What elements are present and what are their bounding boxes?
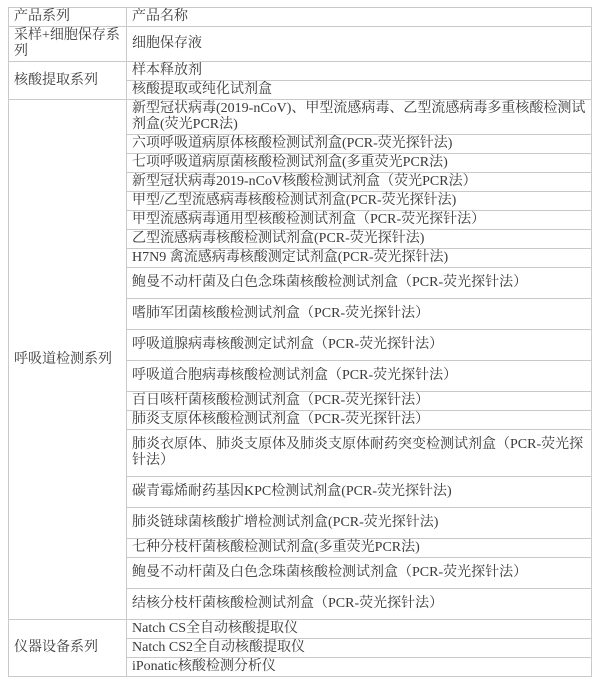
- series-cell: 仪器设备系列: [9, 620, 127, 677]
- product-cell: 七种分枝杆菌核酸检测试剂盒(多重荧光PCR法): [127, 539, 592, 558]
- product-cell: 核酸提取或纯化试剂盒: [127, 81, 592, 100]
- product-cell: 样本释放剂: [127, 62, 592, 81]
- product-cell: Natch CS全自动核酸提取仪: [127, 620, 592, 639]
- product-cell: 肺炎支原体核酸检测试剂盒（PCR-荧光探针法）: [127, 411, 592, 430]
- product-cell: 肺炎衣原体、肺炎支原体及肺炎支原体耐药突变检测试剂盒（PCR-荧光探针法）: [127, 430, 592, 477]
- product-cell: 百日咳杆菌核酸检测试剂盒（PCR-荧光探针法）: [127, 392, 592, 411]
- product-cell: 结核分枝杆菌核酸检测试剂盒（PCR-荧光探针法）: [127, 589, 592, 620]
- product-cell: 甲型流感病毒通用型核酸检测试剂盒（PCR-荧光探针法）: [127, 211, 592, 230]
- product-cell: 新型冠状病毒(2019-nCoV)、甲型流感病毒、乙型流感病毒多重核酸检测试剂盒(荧光PCR法): [127, 100, 592, 135]
- series-cell: 呼吸道检测系列: [9, 100, 127, 620]
- col-header-series: 产品系列: [9, 8, 127, 27]
- product-cell: 六项呼吸道病原体核酸检测试剂盒(PCR-荧光探针法): [127, 135, 592, 154]
- product-cell: 乙型流感病毒核酸检测试剂盒(PCR-荧光探针法): [127, 230, 592, 249]
- series-cell: 核酸提取系列: [9, 62, 127, 100]
- product-cell: 鲍曼不动杆菌及白色念珠菌核酸检测试剂盒（PCR-荧光探针法）: [127, 558, 592, 589]
- product-cell: iPonatic核酸检测分析仪: [127, 658, 592, 677]
- table-row: [9, 620, 592, 639]
- product-cell: 嗜肺军团菌核酸检测试剂盒（PCR-荧光探针法）: [127, 299, 592, 330]
- product-cell: 七项呼吸道病原菌核酸检测试剂盒(多重荧光PCR法): [127, 154, 592, 173]
- table-row: [9, 100, 592, 135]
- product-table-body: [9, 27, 592, 677]
- series-cell: 采样+细胞保存系列: [9, 27, 127, 62]
- product-table: [8, 7, 592, 677]
- product-cell: 呼吸道腺病毒核酸测定试剂盒（PCR-荧光探针法）: [127, 330, 592, 361]
- product-cell: 甲型/乙型流感病毒核酸检测试剂盒(PCR-荧光探针法): [127, 192, 592, 211]
- product-cell: 碳青霉烯耐药基因KPC检测试剂盒(PCR-荧光探针法): [127, 477, 592, 508]
- product-cell: H7N9 禽流感病毒核酸测定试剂盒(PCR-荧光探针法): [127, 249, 592, 268]
- col-header-product: 产品名称: [127, 8, 592, 27]
- table-row: [9, 62, 592, 81]
- product-cell: Natch CS2全自动核酸提取仪: [127, 639, 592, 658]
- table-row: [9, 27, 592, 62]
- product-cell: 新型冠状病毒2019-nCoV核酸检测试剂盒（荧光PCR法）: [127, 173, 592, 192]
- product-cell: 鲍曼不动杆菌及白色念珠菌核酸检测试剂盒（PCR-荧光探针法）: [127, 268, 592, 299]
- product-cell: 肺炎链球菌核酸扩增检测试剂盒(PCR-荧光探针法): [127, 508, 592, 539]
- table-header-row: [9, 8, 592, 27]
- product-cell: 呼吸道合胞病毒核酸检测试剂盒（PCR-荧光探针法）: [127, 361, 592, 392]
- product-cell: 细胞保存液: [127, 27, 592, 62]
